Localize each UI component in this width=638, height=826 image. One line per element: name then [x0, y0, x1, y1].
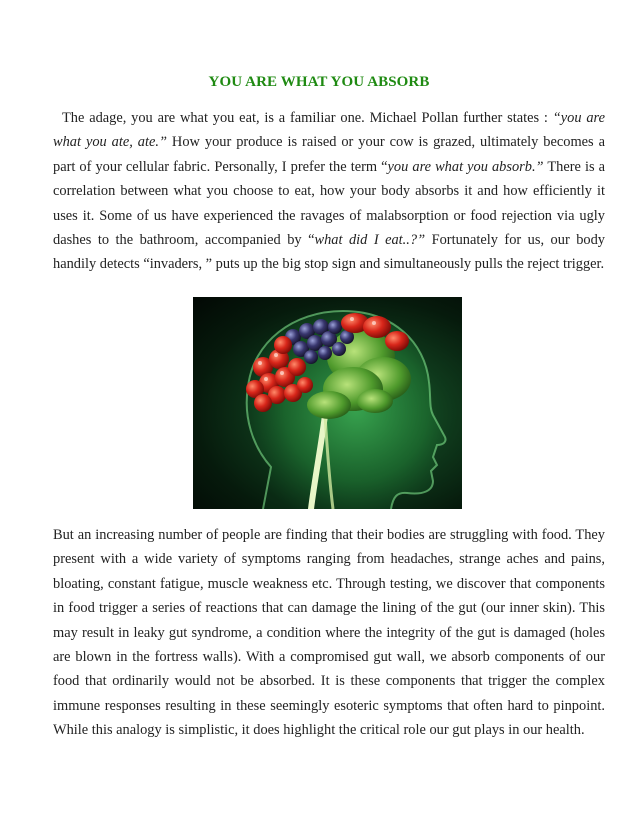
body-paragraph: But an increasing number of people are finding that their bodies are struggling with food. They present with a wide variety of symptoms ranging from headaches, strange aches and pains, bloating, constant fatigue, muscle weakness etc. Through testing, we discover that components in food trigger a series of reactions that can damage the lining of the gut (our inner skin). This may result in leaky gut syndrome, a condition where the integrity of the gut is damaged (holes are blown in the fortress walls). With a compromised gut wall, we absorb components of our food that ordinarily would not be absorbed. It is these components that trigger the complex immune responses resulting in these seemingly esoteric symptoms that often hard to pinpoint. While this analogy is simplistic, it does highlight the critical role our gut plays in our health. — [53, 527, 605, 739]
head-vegetable-brain-image — [193, 297, 462, 509]
absorb-quote: you are what you absorb.” — [387, 158, 544, 175]
intro-paragraph — [53, 106, 605, 277]
page-title: YOU ARE WHAT YOU ABSORB — [208, 74, 430, 90]
what-did-i-eat-quote: what did I eat..?” — [314, 232, 426, 249]
head-vegetable-brain-illustration — [193, 297, 462, 509]
intro-text-1: The adage, you are what you eat, is a familiar one. Michael Pollan further states : — [62, 110, 553, 126]
pollan-quote: “you are what you ate, ate.” — [53, 110, 606, 151]
intro-text-2: How your produce is raised or your cow is grazed, ultimately becomes a part of your cellular fabric. Personally, I prefer the term “ — [53, 134, 605, 175]
intro-text-4: Fortunately for us, our body handily detects “invaders, ” puts up the big stop sign and simultaneously pulls the reject trigger. — [53, 232, 605, 273]
intro-text-3: There is a correlation between what you choose to eat, how your body absorbs it and how efficiently it uses it. Some of us have experienced the ravages of malabsorption or food rejection via ugly dashes to the bathroom, accompanied by “ — [53, 158, 606, 249]
